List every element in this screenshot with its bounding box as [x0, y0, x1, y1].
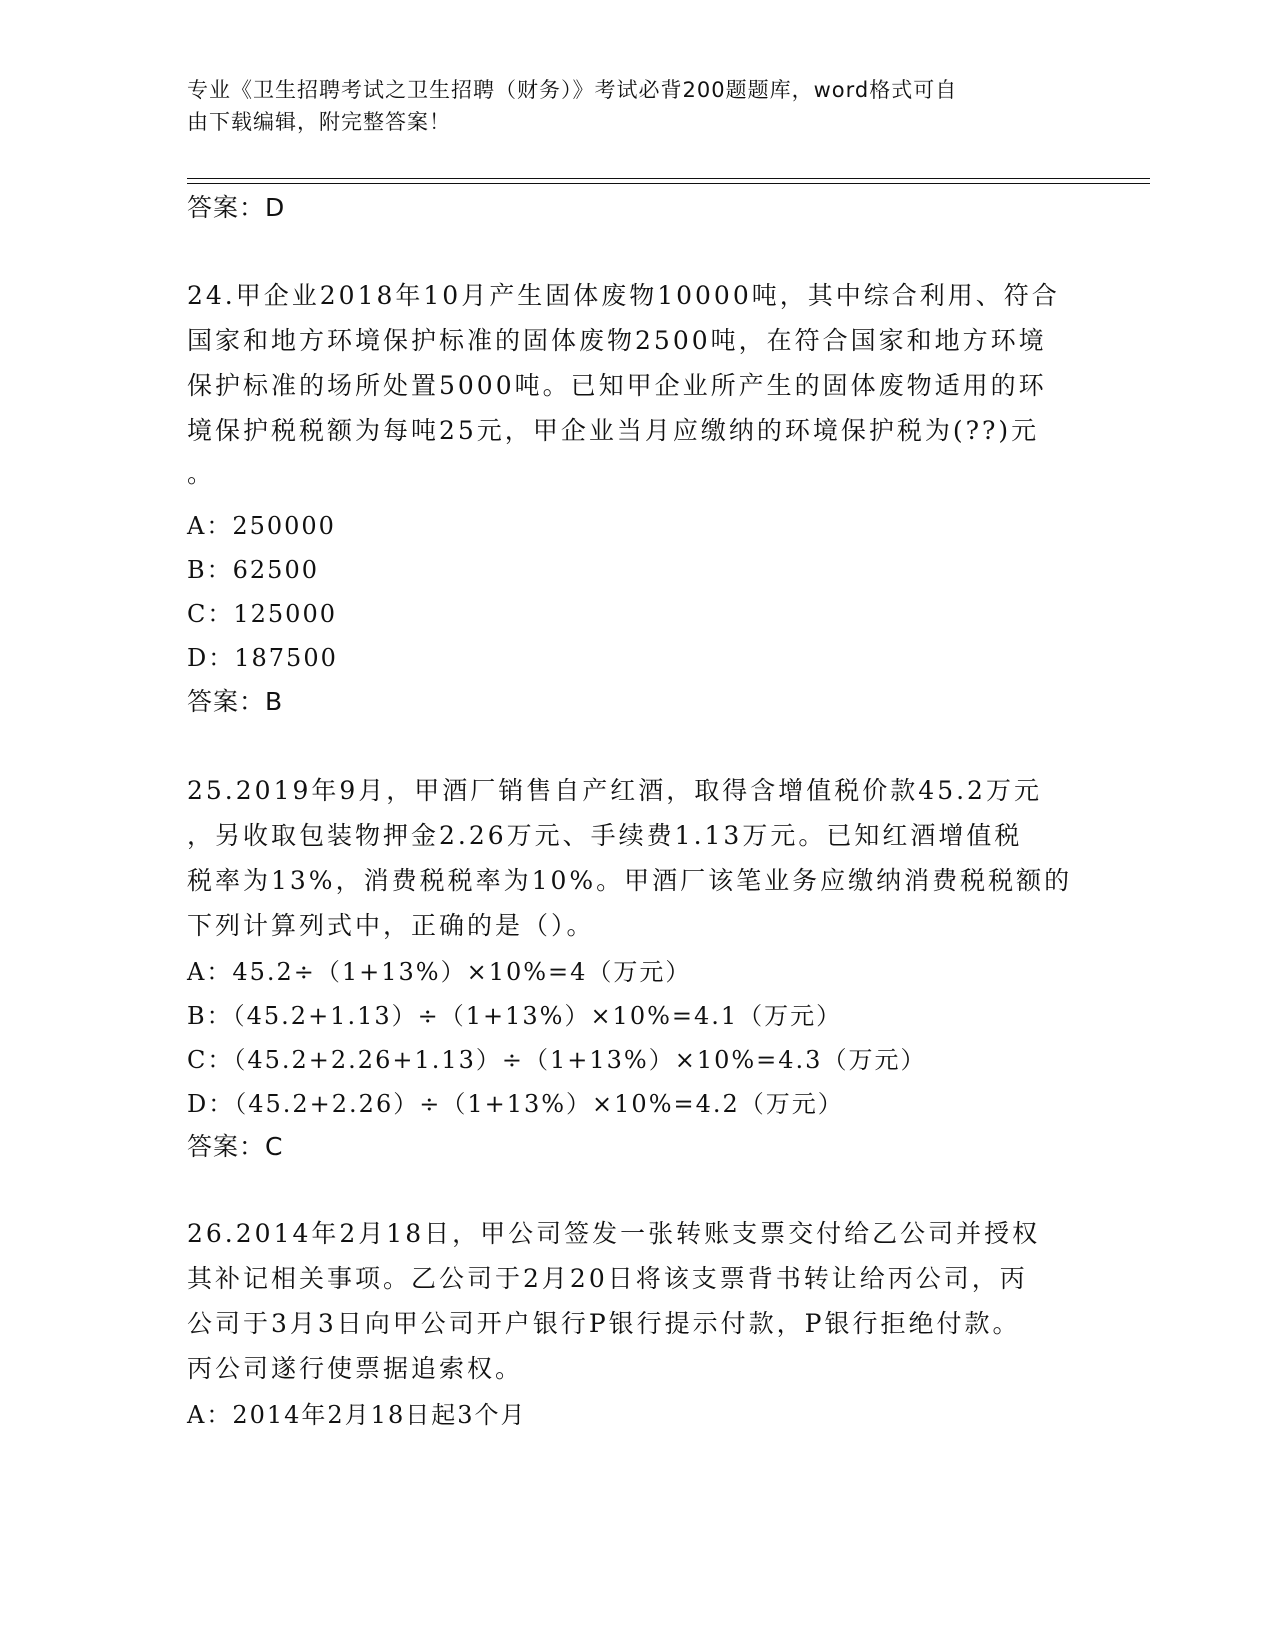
q25-stem-line-4: 下列计算列式中，正确的是（）。: [187, 911, 595, 940]
q24-option-c: C：125000: [187, 600, 337, 628]
q25-option-d: D：（45.2+2.26）÷（1+13%）×10%=4.2（万元）: [187, 1090, 844, 1118]
header-rule-top: [187, 178, 1150, 179]
header-title-line-1: 专业《卫生招聘考试之卫生招聘（财务）》考试必背200题题库，word格式可自: [187, 78, 958, 102]
q24-option-d: D：187500: [187, 644, 338, 672]
previous-answer: 答案：D: [187, 193, 286, 222]
document-header: [187, 74, 1057, 138]
q24-option-a: A：250000: [187, 512, 336, 540]
q24-option-b: B：62500: [187, 556, 319, 584]
header-rule-bottom: [187, 183, 1150, 184]
q25-option-a: A：45.2÷（1+13%）×10%=4（万元）: [187, 958, 692, 986]
q25-stem-line-3: 税率为13%，消费税税率为10%。甲酒厂该笔业务应缴纳消费税税额的: [187, 866, 1073, 895]
q24-stem-line-2: 国家和地方环境保护标准的固体废物2500吨，在符合国家和地方环境: [187, 326, 1047, 355]
q25-option-c: C：（45.2+2.26+1.13）÷（1+13%）×10%=4.3（万元）: [187, 1046, 927, 1074]
q25-option-b: B：（45.2+1.13）÷（1+13%）×10%=4.1（万元）: [187, 1002, 843, 1030]
q24-stem-line-4: 境保护税税额为每吨25元，甲企业当月应缴纳的环境保护税为(??)元: [187, 416, 1040, 445]
q26-stem-line-4: 丙公司遂行使票据追索权。: [187, 1354, 524, 1383]
header-title-line-2: 由下载编辑，附完整答案！: [187, 110, 451, 134]
q26-stem-line-2: 其补记相关事项。乙公司于2月20日将该支票背书转让给丙公司，丙: [187, 1264, 1028, 1293]
q26-stem-line-1: 26.2014年2月18日，甲公司签发一张转账支票交付给乙公司并授权: [187, 1219, 1041, 1248]
q26-option-a: A：2014年2月18日起3个月: [187, 1401, 527, 1429]
q24-stem-line-3: 保护标准的场所处置5000吨。已知甲企业所产生的固体废物适用的环: [187, 371, 1047, 400]
q25-stem-line-1: 25.2019年9月，甲酒厂销售自产红酒，取得含增值税价款45.2万元: [187, 776, 1042, 805]
q24-answer: 答案：B: [187, 687, 284, 716]
q26-stem-line-3: 公司于3月3日向甲公司开户银行P银行提示付款，P银行拒绝付款。: [187, 1309, 1021, 1338]
q24-stem-line-5: 。: [187, 459, 216, 488]
q25-stem-line-2: ，另收取包装物押金2.26万元、手续费1.13万元。已知红酒增值税: [187, 821, 1023, 850]
q24-stem-line-1: 24.甲企业2018年10月产生固体废物10000吨，其中综合利用、符合: [187, 281, 1060, 310]
q25-answer: 答案：C: [187, 1132, 284, 1161]
